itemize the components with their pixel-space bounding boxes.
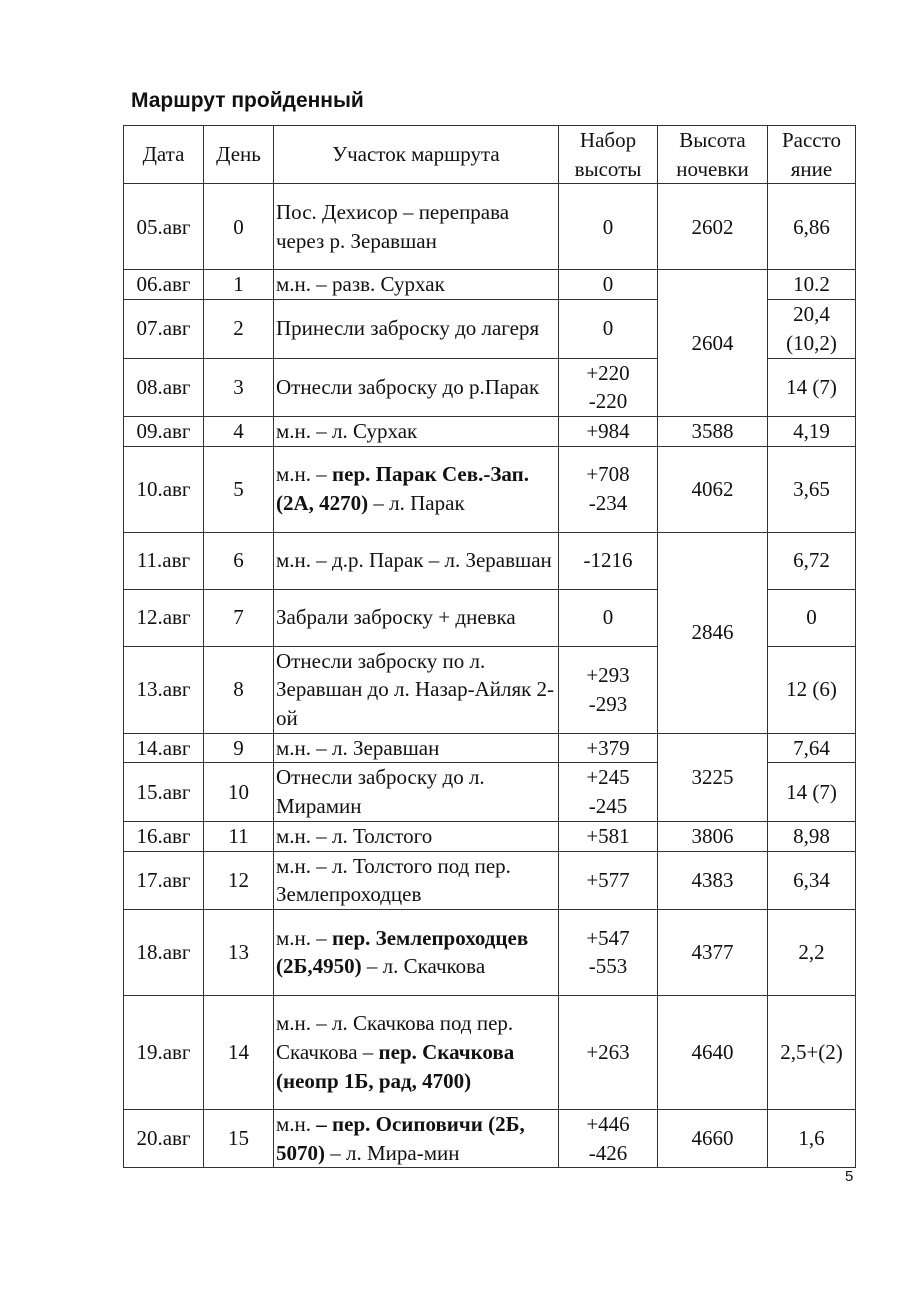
day-cell: 15 — [204, 1109, 274, 1167]
segment-cell — [274, 184, 559, 270]
table-header-row — [124, 126, 856, 184]
segment-text: м.н. – л. Толстого — [276, 823, 433, 848]
elevation-gain-cell — [559, 646, 658, 733]
elevation-gain-value: +577 — [586, 867, 630, 892]
header-distance — [768, 126, 856, 184]
segment-cell — [274, 733, 559, 763]
table-row — [124, 851, 856, 909]
elevation-gain-cell — [559, 995, 658, 1109]
date-cell: 12.авг — [124, 589, 204, 646]
day-cell: 2 — [204, 300, 274, 358]
table-row — [124, 821, 856, 851]
elevation-gain-value: +984 — [586, 418, 630, 443]
camp-altitude-cell: 2604 — [658, 270, 768, 417]
date-cell: 09.авг — [124, 416, 204, 446]
camp-altitude-cell: 4383 — [658, 851, 768, 909]
elevation-gain-value: -426 — [588, 1140, 628, 1165]
table-row — [124, 270, 856, 300]
elevation-gain-cell — [559, 446, 658, 532]
table-row — [124, 1109, 856, 1167]
day-cell: 13 — [204, 909, 274, 995]
elevation-gain-value: 0 — [602, 605, 614, 630]
header-dist-line1: Рассто — [781, 128, 842, 152]
distance-cell: 20,4 (10,2) — [768, 300, 856, 358]
elevation-gain-value: +293 — [586, 662, 630, 687]
date-cell: 05.авг — [124, 184, 204, 270]
distance-cell: 10.2 — [768, 270, 856, 300]
day-cell: 4 — [204, 416, 274, 446]
elevation-gain-cell — [559, 300, 658, 358]
table-row — [124, 446, 856, 532]
elevation-gain-cell — [559, 270, 658, 300]
distance-cell: 3,65 — [768, 446, 856, 532]
elevation-gain-cell — [559, 416, 658, 446]
segment-text: Отнесли заброску по л. Зеравшан до л. Назар-Айляк 2-ой — [276, 648, 555, 731]
elevation-gain-cell — [559, 733, 658, 763]
table-row — [124, 995, 856, 1109]
segment-text: м.н. – л. Скачкова под пер. Скачкова – — [276, 1011, 514, 1065]
elevation-gain-value: -234 — [588, 491, 628, 516]
segment-cell — [274, 270, 559, 300]
elevation-gain-cell — [559, 532, 658, 589]
elevation-gain-cell — [559, 589, 658, 646]
distance-cell: 6,72 — [768, 532, 856, 589]
page-title: Маршрут пройденный — [131, 89, 364, 112]
header-camp-line1: Высота — [679, 128, 746, 152]
distance-cell: 0 — [768, 589, 856, 646]
header-date: Дата — [124, 126, 204, 184]
segment-text: Забрали заброску + дневка — [276, 605, 516, 630]
elevation-gain-value: -1216 — [583, 548, 633, 573]
table-row — [124, 184, 856, 270]
header-dist-line2: яние — [790, 156, 833, 181]
elevation-gain-cell — [559, 909, 658, 995]
elevation-gain-value: 0 — [602, 214, 614, 239]
segment-text: Принесли заброску до лагеря — [276, 316, 540, 341]
distance-cell: 6,86 — [768, 184, 856, 270]
segment-text: – л. Мира-мин — [325, 1140, 460, 1165]
segment-text: м.н. – — [276, 925, 333, 950]
day-cell: 7 — [204, 589, 274, 646]
distance-cell: 4,19 — [768, 416, 856, 446]
distance-cell: 12 (6) — [768, 646, 856, 733]
date-cell: 19.авг — [124, 995, 204, 1109]
segment-text: м.н. – разв. Сурхак — [276, 272, 445, 297]
segment-cell — [274, 416, 559, 446]
elevation-gain-value: +446 — [586, 1111, 630, 1136]
date-cell: 07.авг — [124, 300, 204, 358]
pass-name: – пер. Осиповичи (2Б, 5070) — [276, 1111, 525, 1165]
header-segment: Участок маршрута — [274, 126, 559, 184]
elevation-gain-value: +379 — [586, 735, 630, 760]
day-cell: 10 — [204, 763, 274, 821]
distance-cell: 8,98 — [768, 821, 856, 851]
camp-altitude-cell: 3588 — [658, 416, 768, 446]
segment-text: Отнесли заброску до р.Парак — [276, 374, 540, 399]
segment-text: – л. Скачкова — [361, 954, 486, 979]
table-row — [124, 532, 856, 589]
date-cell: 18.авг — [124, 909, 204, 995]
elevation-gain-value: -220 — [588, 389, 628, 414]
segment-text: м.н. — [276, 1111, 317, 1136]
header-day: День — [204, 126, 274, 184]
date-cell: 15.авг — [124, 763, 204, 821]
segment-text: Отнесли заброску до л. Мирамин — [276, 765, 485, 819]
day-cell: 12 — [204, 851, 274, 909]
segment-cell — [274, 358, 559, 416]
elevation-gain-value: +547 — [586, 925, 630, 950]
elevation-gain-value: 0 — [602, 272, 614, 297]
date-cell: 10.авг — [124, 446, 204, 532]
segment-cell — [274, 821, 559, 851]
day-cell: 3 — [204, 358, 274, 416]
elevation-gain-cell — [559, 763, 658, 821]
distance-cell: 1,6 — [768, 1109, 856, 1167]
day-cell: 0 — [204, 184, 274, 270]
day-cell: 1 — [204, 270, 274, 300]
distance-cell: 7,64 — [768, 733, 856, 763]
segment-text: м.н. – л. Сурхак — [276, 418, 418, 443]
elevation-gain-cell — [559, 851, 658, 909]
camp-altitude-cell: 4377 — [658, 909, 768, 995]
segment-cell — [274, 995, 559, 1109]
segment-cell — [274, 646, 559, 733]
date-cell: 14.авг — [124, 733, 204, 763]
elevation-gain-value: 0 — [602, 316, 614, 341]
day-cell: 9 — [204, 733, 274, 763]
elevation-gain-value: +245 — [586, 765, 630, 790]
header-camp-altitude — [658, 126, 768, 184]
elevation-gain-value: +263 — [586, 1040, 630, 1065]
date-cell: 11.авг — [124, 532, 204, 589]
date-cell: 13.авг — [124, 646, 204, 733]
camp-altitude-cell: 4062 — [658, 446, 768, 532]
elevation-gain-value: +581 — [586, 823, 630, 848]
elevation-gain-value: +708 — [586, 462, 630, 487]
elevation-gain-cell — [559, 821, 658, 851]
day-cell: 8 — [204, 646, 274, 733]
segment-text: Пос. Дехисор – переправа через р. Зеравшан — [276, 200, 510, 253]
segment-cell — [274, 446, 559, 532]
segment-cell — [274, 851, 559, 909]
elevation-gain-cell — [559, 1109, 658, 1167]
header-elevation-gain — [559, 126, 658, 184]
camp-altitude-cell: 4660 — [658, 1109, 768, 1167]
segment-cell — [274, 1109, 559, 1167]
header-camp-line2: ночевки — [676, 156, 749, 181]
distance-cell: 2,2 — [768, 909, 856, 995]
segment-cell — [274, 532, 559, 589]
page-number: 5 — [845, 1168, 854, 1185]
distance-cell: 6,34 — [768, 851, 856, 909]
segment-text: – л. Парак — [368, 491, 465, 516]
distance-cell: 14 (7) — [768, 763, 856, 821]
table-row — [124, 733, 856, 763]
elevation-gain-value: -293 — [588, 691, 628, 716]
camp-altitude-cell: 3225 — [658, 733, 768, 821]
elevation-gain-cell — [559, 184, 658, 270]
camp-altitude-cell: 2602 — [658, 184, 768, 270]
table-row — [124, 416, 856, 446]
segment-text: м.н. – л. Толстого под пер. Землепроходцев — [276, 853, 511, 907]
elevation-gain-value: -245 — [588, 794, 628, 819]
date-cell: 16.авг — [124, 821, 204, 851]
day-cell: 11 — [204, 821, 274, 851]
segment-cell — [274, 763, 559, 821]
elevation-gain-cell — [559, 358, 658, 416]
camp-altitude-cell: 2846 — [658, 532, 768, 733]
elevation-gain-value: +220 — [586, 360, 630, 385]
day-cell: 5 — [204, 446, 274, 532]
segment-cell — [274, 589, 559, 646]
date-cell: 20.авг — [124, 1109, 204, 1167]
pass-name: пер. Скачкова (неопр 1Б, рад, 4700) — [276, 1040, 515, 1093]
segment-cell — [274, 300, 559, 358]
distance-cell: 2,5+(2) — [768, 995, 856, 1109]
camp-altitude-cell: 3806 — [658, 821, 768, 851]
route-table-body — [124, 184, 856, 1168]
route-table — [123, 125, 856, 1168]
camp-altitude-cell: 4640 — [658, 995, 768, 1109]
elevation-gain-value: -553 — [588, 954, 628, 979]
pass-name: пер. Землепроходцев (2Б,4950) — [276, 925, 529, 979]
segment-text: м.н. – л. Зеравшан — [276, 735, 440, 760]
table-row — [124, 909, 856, 995]
segment-text: м.н. – — [276, 462, 333, 487]
segment-cell — [274, 909, 559, 995]
distance-cell: 14 (7) — [768, 358, 856, 416]
header-gain-line2: высоты — [574, 156, 642, 181]
pass-name: пер. Парак Сев.-Зап. (2А, 4270) — [276, 462, 529, 516]
day-cell: 14 — [204, 995, 274, 1109]
segment-text: м.н. – д.р. Парак – л. Зеравшан — [276, 548, 552, 573]
day-cell: 6 — [204, 532, 274, 589]
date-cell: 06.авг — [124, 270, 204, 300]
header-gain-line1: Набор — [579, 128, 637, 152]
date-cell: 17.авг — [124, 851, 204, 909]
date-cell: 08.авг — [124, 358, 204, 416]
